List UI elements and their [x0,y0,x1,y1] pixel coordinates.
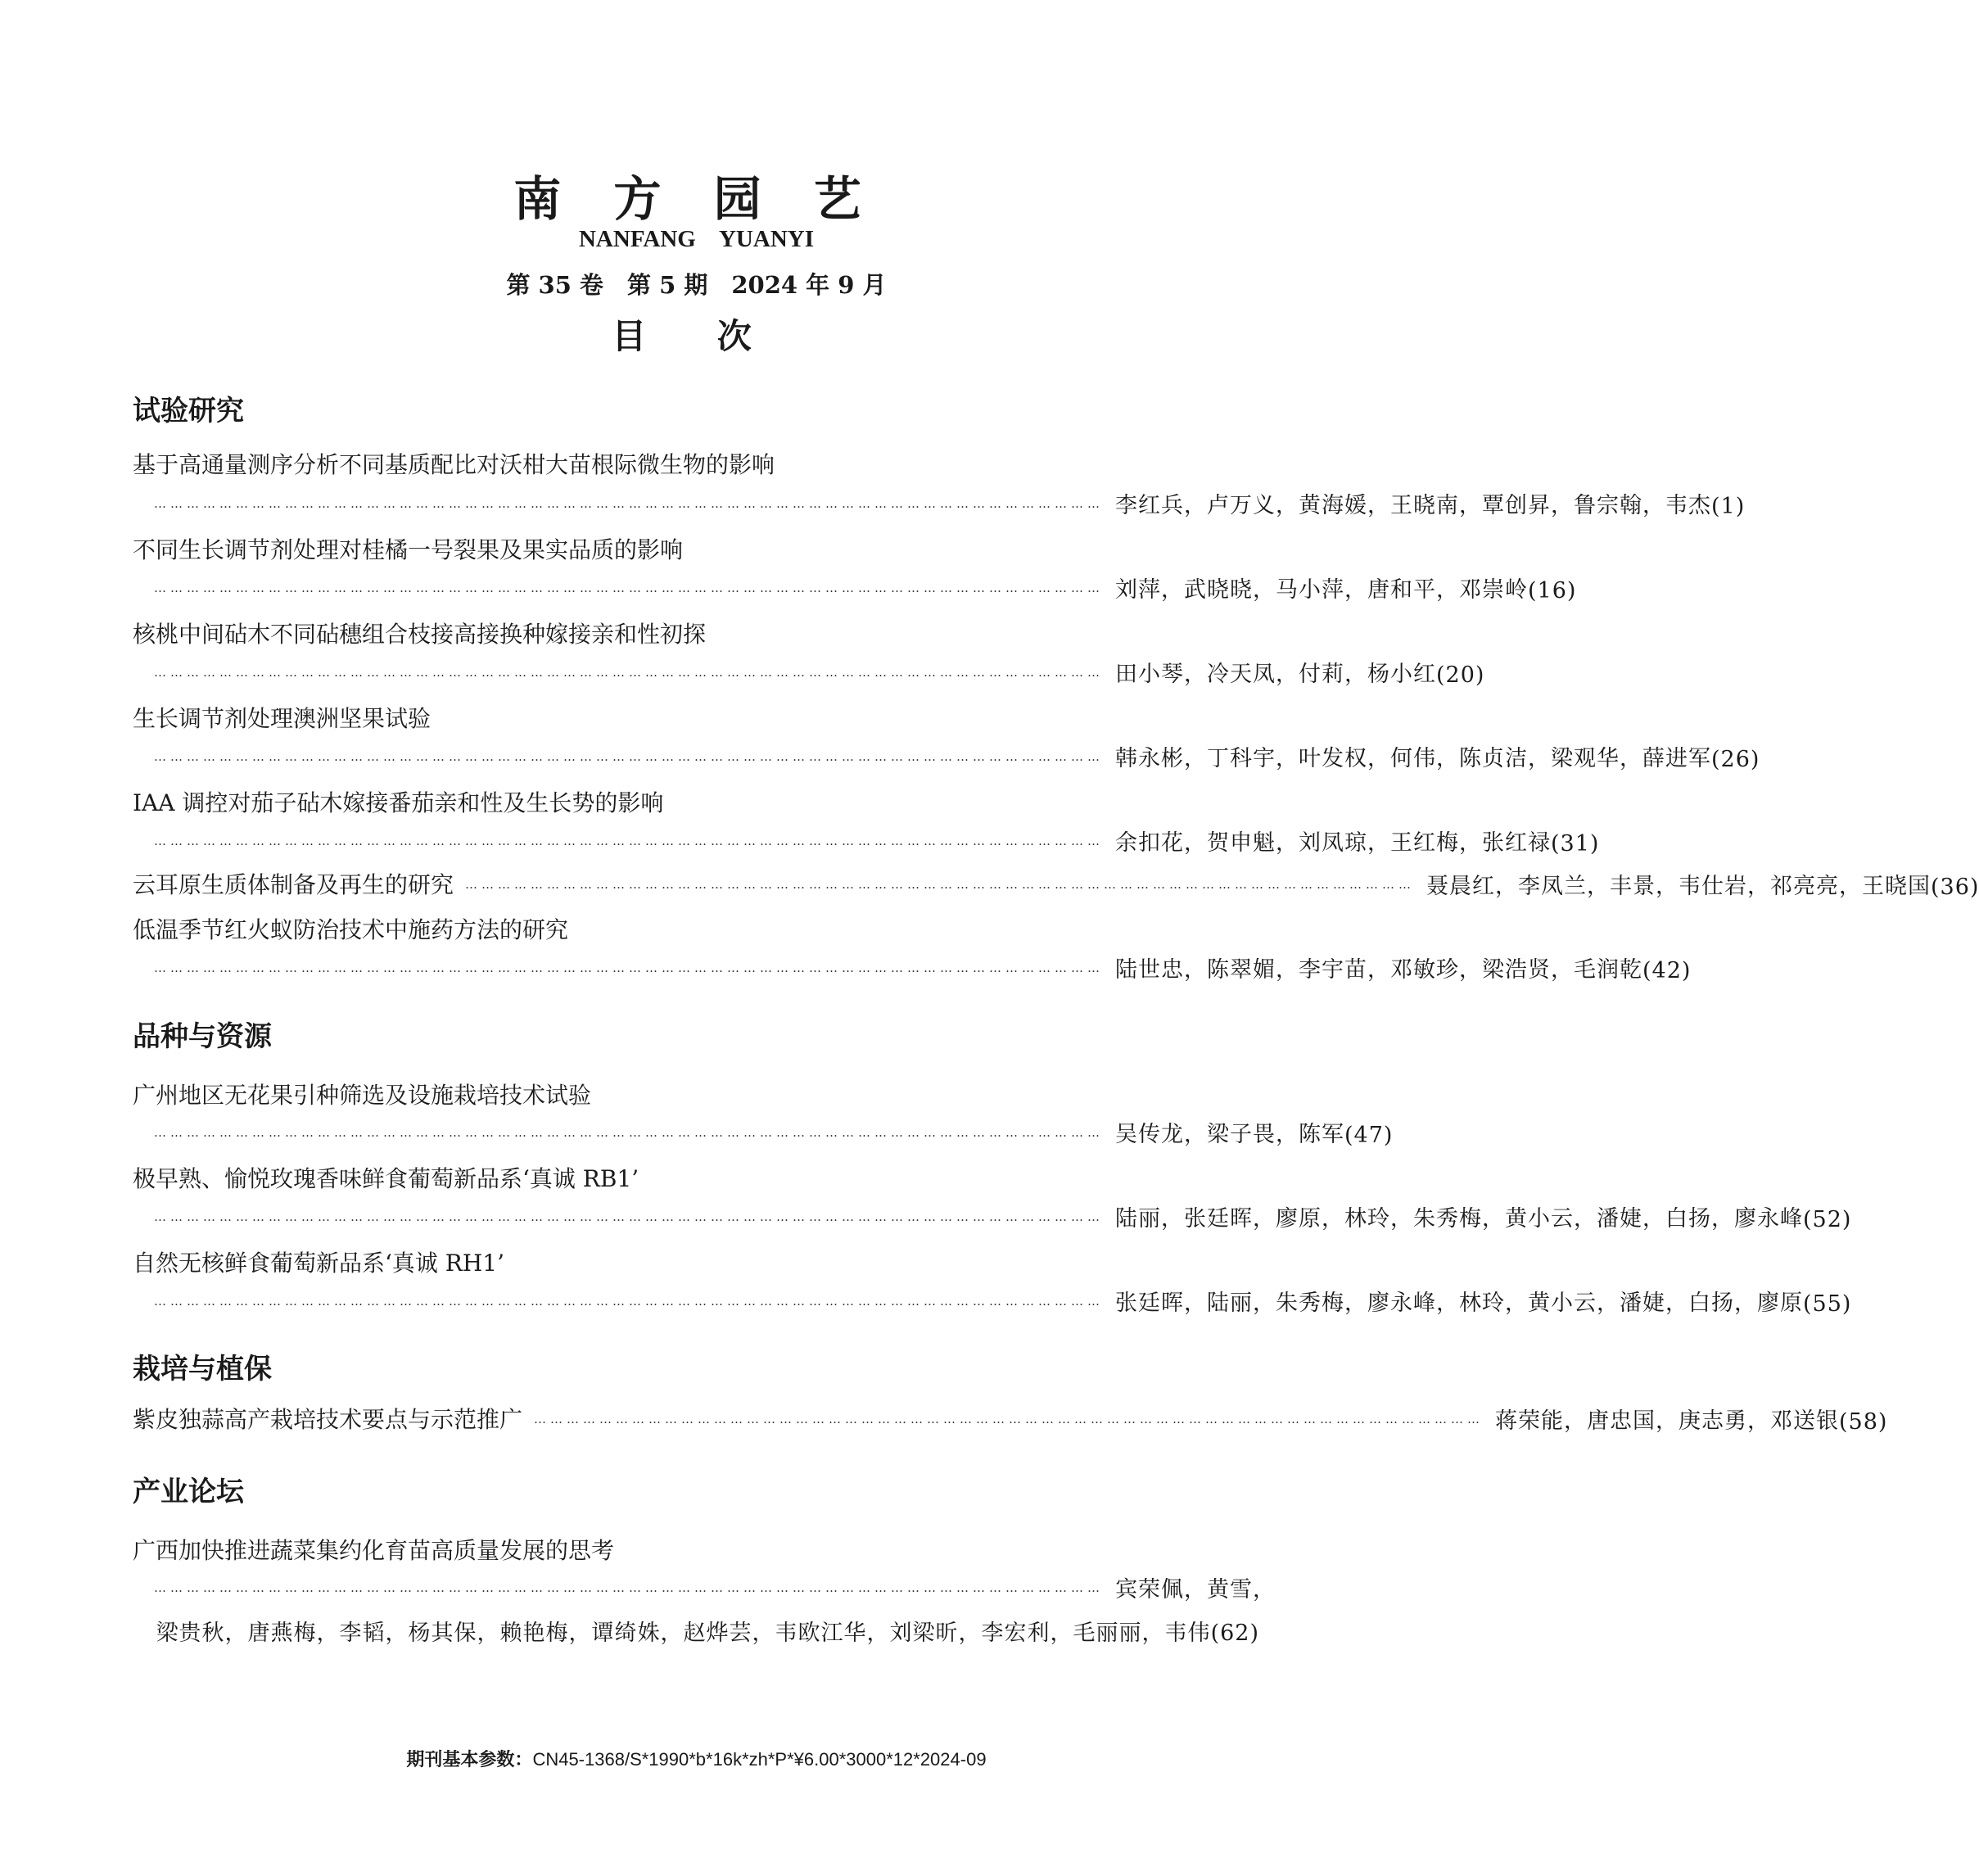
article-page: (31) [1551,831,1600,857]
article-authors-continued: 梁贵秋，唐燕梅，李韬，杨其保，赖艳梅，谭绮姝，赵烨芸，韦欧江华，刘梁昕，李宏利，毛丽丽，韦伟 [156,1621,1211,1646]
article-page: (52) [1803,1207,1852,1232]
leader-dots: ………………………………………………………………………………………………………………………………………………………… [154,1125,1104,1140]
article-page: (62) [1210,1621,1259,1646]
leader-dots: ………………………………………………………………………………………………………………………………………………………… [534,1412,1484,1426]
article-title[interactable]: 自然无核鲜食葡萄新品系‘真诚 RH1’ [133,1250,505,1277]
article-author-line [142,1115,1394,1148]
article-author-line [142,655,1485,688]
article-authors: 吴传龙，梁子畏，陈军 [1115,1122,1344,1147]
leader-dots: ………………………………………………………………………………………………………………………………………………………… [465,877,1416,892]
article-authors: 余扣花，贺申魁，刘凤琼，王红梅，张红禄 [1115,830,1551,856]
article-authors: 刘萍，武晓晓，马小萍，唐和平，邓崇岭 [1115,577,1528,603]
article-title[interactable]: 低温季节红火蚁防治技术中施药方法的研究 [133,916,569,943]
issue-info: 第 35 卷 第 5 期 2024 年 9 月 [506,271,887,299]
article-title[interactable]: 生长调节剂处理澳洲坚果试验 [133,705,431,732]
article-authors: 陆丽，张廷晖，廖原，林玲，朱秀梅，黄小云，潘婕，白扬，廖永峰 [1115,1206,1803,1232]
article-title[interactable]: 紫皮独蒜高产栽培技术要点与示范推广 [133,1406,523,1433]
section-heading-trial-research: 试验研究 [133,395,244,427]
article-title[interactable]: 极早熟、愉悦玫瑰香味鲜食葡萄新品系‘真诚 RB1’ [133,1165,639,1192]
article-page: (20) [1436,662,1485,688]
article-author-line [142,951,1692,983]
leader-dots: ………………………………………………………………………………………………………………………………………………………… [154,749,1104,764]
article-authors: 李红兵，卢万义，黄海媛，王晓南，覃创昇，鲁宗翰，韦杰 [1115,493,1711,518]
journal-parameters [0,1746,1393,1771]
article-page: (42) [1642,958,1692,983]
leader-dots: ………………………………………………………………………………………………………………………………………………………… [154,1209,1104,1224]
journal-title: 南 方 园 艺 [513,171,879,227]
journal-pinyin-title: NANFANG YUANYI [578,226,814,252]
article-authors: 田小琴，冷天凤，付莉，杨小红 [1115,662,1436,687]
article-inline-line [133,867,1979,900]
article-title[interactable]: 不同生长调节剂处理对桂橘一号裂果及果实品质的影响 [133,536,684,563]
article-page: (16) [1528,578,1577,603]
leader-dots: ………………………………………………………………………………………………………………………………………………………… [154,496,1104,511]
article-title[interactable]: 云耳原生质体制备及再生的研究 [133,871,454,898]
article-authors: 韩永彬，丁科宇，叶发权，何伟，陈贞洁，梁观华，薛进军 [1115,746,1711,771]
article-author-line [142,1284,1852,1317]
leader-dots: ………………………………………………………………………………………………………………………………………………………… [154,834,1104,848]
journal-parameters-label: 期刊基本参数： [406,1750,533,1770]
article-title[interactable]: IAA 调控对茄子砧木嫁接番茄亲和性及生长势的影响 [133,789,664,816]
article-title[interactable]: 广西加快推进蔬菜集约化育苗高质量发展的思考 [133,1537,615,1564]
toc-heading: 目 次 [612,316,781,356]
article-author-line [142,571,1577,603]
leader-dots: ………………………………………………………………………………………………………………………………………………………… [154,961,1104,975]
journal-parameters-value: CN45-1368/S*1990*b*16k*zh*P*¥6.00*3000*12*2024-09 [532,1749,987,1770]
section-heading-cultivation-protection: 栽培与植保 [133,1353,272,1386]
leader-dots: ………………………………………………………………………………………………………………………………………………………… [154,665,1104,680]
article-inline-line [133,1402,1888,1435]
article-author-line [142,486,1746,519]
leader-dots: ………………………………………………………………………………………………………………………………………………………… [154,1580,1104,1595]
article-page: (47) [1344,1123,1394,1148]
article-authors: 陆世忠，陈翠媚，李宇苗，邓敏珍，梁浩贤，毛润乾 [1115,957,1642,983]
article-page: (55) [1803,1291,1852,1317]
article-author-continuation [136,1615,1259,1647]
article-authors: 宾荣佩，黄雪， [1115,1577,1276,1603]
article-title[interactable]: 核桃中间砧木不同砧穗组合枝接高接换种嫁接亲和性初探 [133,621,707,648]
article-authors: 蒋荣能，唐忠国，庚志勇，邓送银 [1495,1408,1840,1434]
article-authors: 聂晨红，李凤兰，丰景，韦仕岩，祁亮亮，王晓国 [1426,874,1932,899]
article-author-line [142,739,1760,772]
article-page: (26) [1711,747,1760,772]
article-page: (58) [1839,1409,1888,1435]
leader-dots: ………………………………………………………………………………………………………………………………………………………… [154,581,1104,595]
article-author-line [142,1571,1276,1603]
leader-dots: ………………………………………………………………………………………………………………………………………………………… [154,1294,1104,1309]
section-heading-varieties-resources: 品种与资源 [133,1020,272,1053]
article-title[interactable]: 广州地区无花果引种筛选及设施栽培技术试验 [133,1082,592,1109]
article-author-line [142,1200,1852,1232]
article-title[interactable]: 基于高通量测序分析不同基质配比对沃柑大苗根际微生物的影响 [133,451,775,478]
article-author-line [142,824,1600,857]
article-authors: 张廷晖，陆丽，朱秀梅，廖永峰，林玲，黄小云，潘婕，白扬，廖原 [1115,1291,1803,1316]
article-page: (36) [1931,875,1979,900]
article-page: (1) [1711,494,1746,519]
section-heading-industry-forum: 产业论坛 [133,1476,244,1508]
